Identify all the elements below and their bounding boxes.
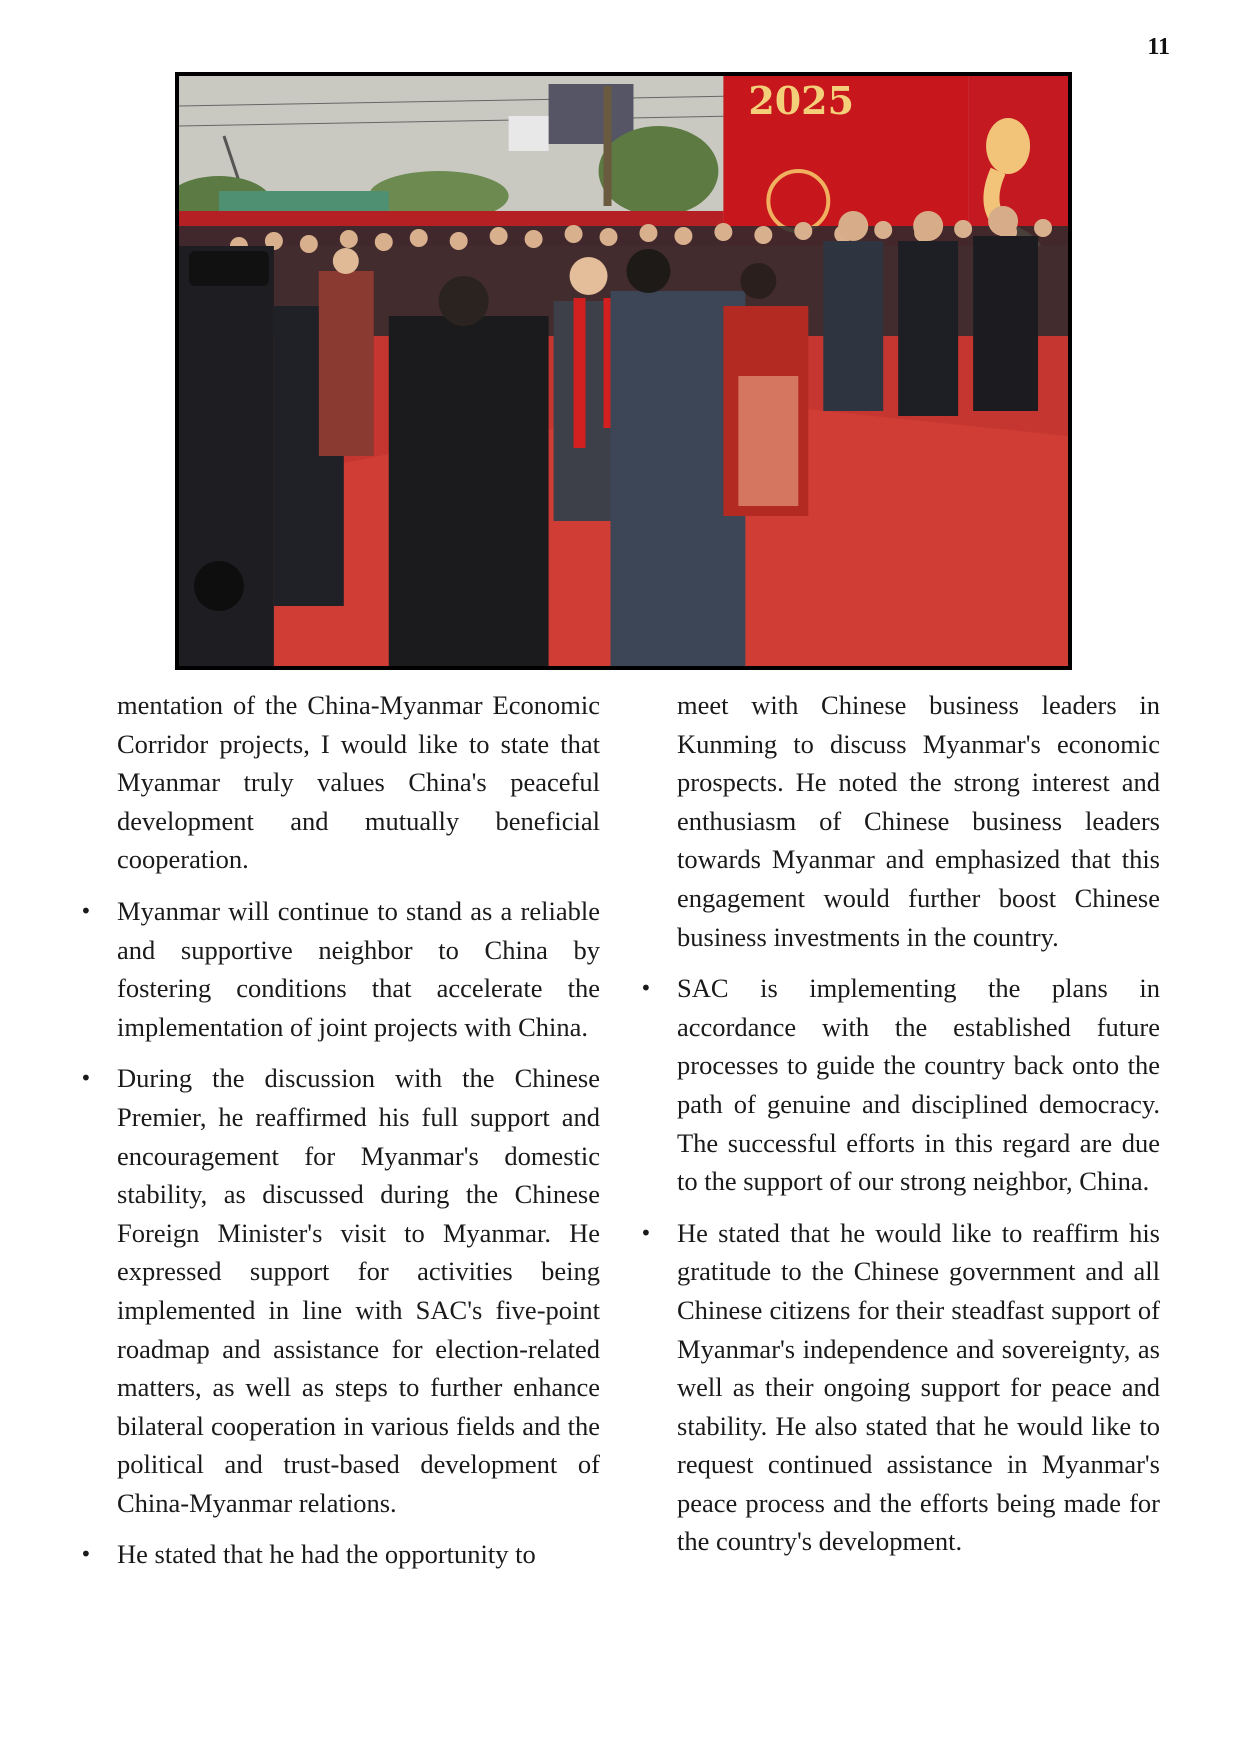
bullet: • [80,1542,92,1567]
event-photo-illustration [179,76,1068,666]
banner-year: 2025 [748,77,854,124]
right-column [640,686,1160,1574]
paragraph [80,686,600,879]
paragraph [640,686,1160,956]
standing-guests [823,241,883,411]
list-item [640,969,1160,1201]
paragraph-text: mentation of the China-Myanmar Economic Corridor projects, I would like to state that Myanmar truly values China's peaceful development and mutually beneficial cooperation. [117,690,600,875]
list-item [80,892,600,1046]
billboard [549,84,634,144]
event-photo [175,72,1072,670]
list-item [80,1535,600,1574]
bullet: • [80,898,92,923]
bullet: • [640,1220,652,1245]
bullet: • [80,1066,92,1091]
list-item [640,1214,1160,1561]
page-number: 11 [1147,34,1170,60]
guest-red-dress [319,271,374,456]
list-item-text: He stated that he had the opportunity to [117,1539,536,1570]
guest-dark-suit [389,316,549,666]
list-item-text: SAC is implementing the plans in accordance with the established future processes to guide the country back onto the path of genuine and disciplined democracy. The successful efforts in this regard are due to the support of our strong neighbor, China. [677,973,1160,1197]
list-item-text: He stated that he would like to reaffirm his gratitude to the Chinese government and all Chinese citizens for their steadfast support of Myanmar's independence and sovereignty, as well as their ongoing support for peace and stability. He also stated that he would like to request continued assistance in Myanmar's peace process and the efforts being made for the country's development. [677,1217,1160,1557]
paragraph-text: meet with Chinese business leaders in Kunming to discuss Myanmar's economic prospects. He noted the strong interest and enthusiasm of Chinese business leaders towards Myanmar and emphasized that this engagement would further boost Chinese business investments in the country. [677,690,1160,952]
bullet: • [640,976,652,1001]
list-item-text: During the discussion with the Chinese Premier, he reaffirmed his full support and encouragement for Myanmar's domestic stability, as discussed during the Chinese Foreign Minister's visit to Myanmar. He expressed support for activities being implemented in line with SAC's five-point roadmap and assistance for election-related matters, as well as steps to further enhance bilateral cooperation in various fields and the political and trust-based development of China-Myanmar relations. [117,1063,600,1518]
list-item [80,1059,600,1522]
list-item-text: Myanmar will continue to stand as a reliable and supportive neighbor to China by fostering conditions that accelerate the implementation of joint projects with China. [117,895,600,1042]
video-camera [189,251,269,286]
left-column [80,686,600,1587]
snake-mascot [986,118,1030,174]
